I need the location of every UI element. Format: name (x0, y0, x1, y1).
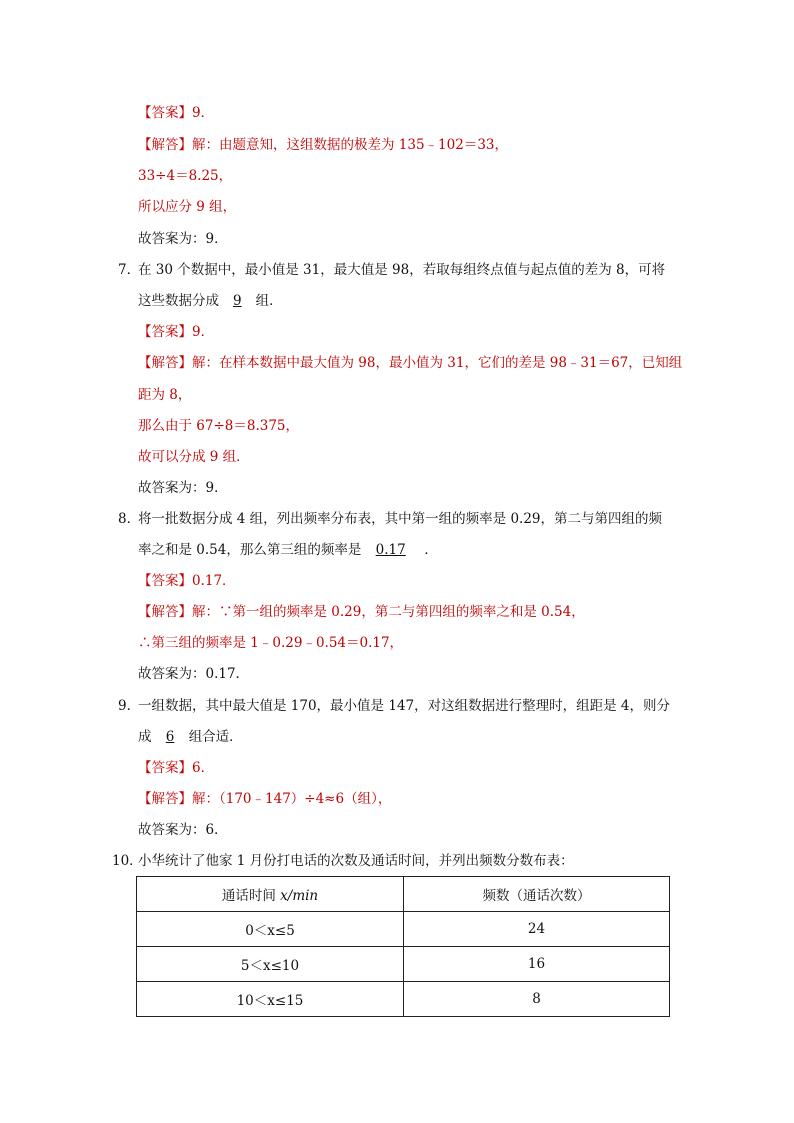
q9-blank-answer: 6 (165, 729, 175, 745)
table-header-row (137, 877, 670, 912)
q6-answer: 【答案】9． (138, 105, 215, 121)
q9-final-answer: 故答案为：6． (138, 822, 228, 838)
q7-solution-line-4: 故可以分成 9 组． (138, 449, 250, 465)
q10-question-line-1: 小华统计了他家 1 月份打电话的次数及通话时间，并列出频数分数布表： (138, 853, 574, 869)
q7-solution-line-1: 【解答】解：在样本数据中最大值为 98，最小值为 31，它们的差是 98﹣31＝67，已知组 (138, 355, 683, 371)
q8-answer: 【答案】0.17． (138, 573, 236, 589)
q9-solution-line-1: 【解答】解：（170﹣147）÷4≈6（组）， (138, 791, 392, 807)
q7-blank-answer: 9 (233, 293, 242, 309)
q8-final-answer: 故答案为：0.17． (138, 666, 250, 682)
q6-solution-line-2: 33÷4＝8.25， (138, 168, 233, 184)
q7-question-text: 这些数据分成 (138, 293, 219, 309)
q6-solution-line-3: 所以应分 9 组， (138, 199, 237, 215)
table-row (137, 982, 670, 1017)
q6-final-answer: 故答案为：9． (138, 231, 228, 247)
q9-question-line-1: 一组数据，其中最大值是 170，最小值是 147，对这组数据进行整理时，组距是 4，则分 (138, 698, 670, 714)
q8-solution-line-1: 【解答】解：∵第一组的频率是 0.29，第二与第四组的频率之和是 0.54， (138, 604, 585, 620)
q9-answer: 【答案】6． (138, 760, 215, 776)
q7-answer: 【答案】9． (138, 324, 215, 340)
q7-question-line-2 (138, 292, 283, 310)
q8-question-line-1: 将一批数据分成 4 组，列出频率分布表，其中第一组的频率是 0.29，第二与第四组的频 (138, 511, 663, 527)
table-row (137, 912, 670, 947)
q7-final-answer: 故答案为：9． (138, 480, 228, 496)
header-call-duration (137, 877, 404, 912)
q7-question-line-1: 在 30 个数据中，最小值是 31，最大值是 98，若取每组终点值与起点值的差为 8，可将 (138, 262, 666, 278)
table-row (137, 947, 670, 982)
q7-solution-line-3: 那么由于 67÷8＝8.375， (138, 418, 300, 434)
header-call-duration-variable: x/min (280, 888, 319, 904)
interval-cell: 5＜x≤10 (137, 947, 404, 982)
q9-question-line-2 (138, 728, 243, 746)
q9-question-text: 成 (138, 729, 152, 745)
q9-number: 9． (118, 698, 141, 714)
count-cell: 24 (404, 912, 670, 947)
count-cell: 16 (404, 947, 670, 982)
header-frequency: 频数（通话次数） (404, 877, 670, 912)
q7-number: 7． (118, 262, 141, 278)
q8-blank-answer: 0.17 (375, 542, 406, 558)
q6-solution-line-1: 【解答】解：由题意知，这组数据的极差为 135﹣102＝33， (138, 137, 509, 153)
interval-cell: 10＜x≤15 (137, 982, 404, 1017)
q9-question-tail: 组合适． (188, 729, 243, 745)
interval-cell: 0＜x≤5 (137, 912, 404, 947)
frequency-table (136, 876, 670, 1017)
q7-solution-line-2: 距为 8， (138, 387, 192, 403)
count-cell: 8 (404, 982, 670, 1017)
q8-solution-line-2: ∴第三组的频率是 1﹣0.29﹣0.54＝0.17， (138, 635, 404, 651)
q8-number: 8． (118, 511, 141, 527)
q8-question-line-2 (138, 541, 438, 559)
q7-question-tail: 组． (255, 293, 283, 309)
q10-number: 10． (112, 853, 143, 869)
q8-question-text: 率之和是 0.54，那么第三组的频率是 (138, 542, 362, 558)
q8-question-tail: ． (424, 542, 438, 558)
header-call-duration-label: 通话时间 (221, 888, 281, 904)
